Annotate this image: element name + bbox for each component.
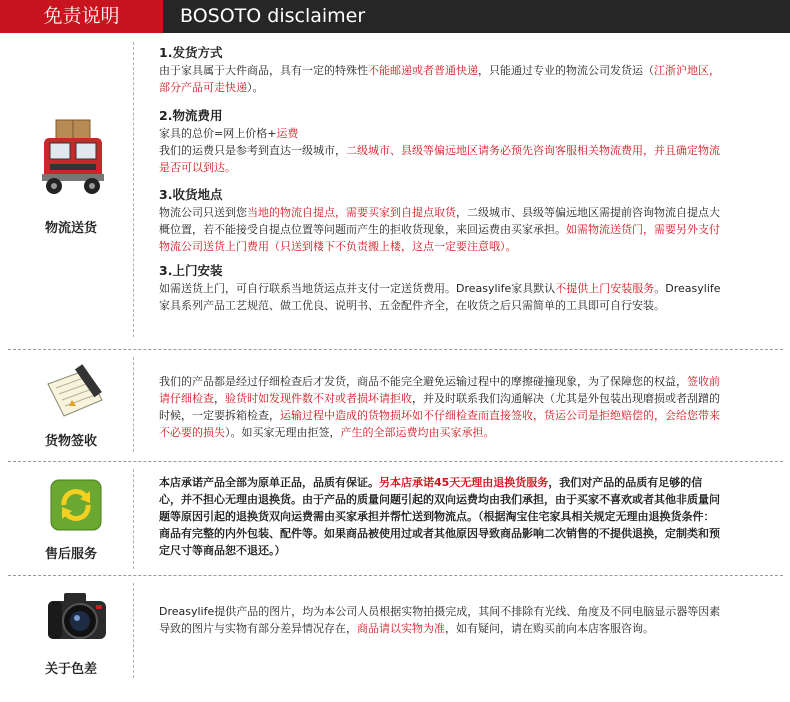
installation-heading: 3.上门安装 bbox=[159, 263, 223, 278]
camera-icon bbox=[46, 591, 108, 651]
logistics-content bbox=[159, 44, 724, 96]
shipping-method-heading: 1.发货方式 bbox=[159, 45, 223, 60]
delivery-location-text: 物流公司只送到您当地的物流自提点，需要买家到自提点取货，二级城市、县级等偏远地区需提前咨询物流自提点大概位置，若不能接受自提点位置等问题而产生的拒收货现象，来回运费由买家承担。如需物流送货门，需要另外支付物流公司送货上门费用（只送到楼下不负责搬上楼，这点一定要注意哦）。 bbox=[159, 206, 720, 253]
delivery-truck-icon bbox=[38, 118, 108, 204]
installation-text: 如需送货上门，可自行联系当地货运点并支付一定送货费用。Dreasylife家具默认不提供上门安装服务。Dreasylife家具系列产品工艺规范、做工优良、说明书、五金配件齐全，在收货之后只需简单的工具即可自行安装。 bbox=[159, 282, 721, 312]
section-divider bbox=[8, 461, 783, 462]
header-tab-label: 免责说明 bbox=[0, 0, 163, 33]
color-content bbox=[159, 603, 724, 637]
refresh-arrows-icon bbox=[50, 479, 102, 535]
column-divider bbox=[133, 42, 134, 337]
shipping-method-text: 由于家具属于大件商品，具有一定的特殊性不能邮递或者普通快递，只能通过专业的物流公司发货运（江浙沪地区，部分产品可走快递）。 bbox=[159, 64, 720, 94]
installation-block bbox=[159, 262, 724, 314]
section-label-aftersales: 售后服务 bbox=[44, 547, 97, 562]
notepad-pen-icon bbox=[44, 362, 106, 426]
color-text: Dreasylife提供产品的图片，均为本公司人员根据实物拍摄完成，其间不排除有光线、角度及不同电脑显示器等因素导致的图片与实物有部分差异情况存在，商品请以实物为准，如有疑问，请在购买前向本店客服咨询。 bbox=[159, 605, 721, 635]
section-label-logistics: 物流送货 bbox=[44, 221, 97, 236]
aftersales-text: 本店承诺产品全部为原单正品，品质有保证。另本店承诺45天无理由退换货服务，我们对产品的品质有足够的信心，并不担心无理由退换货。由于产品的质量问题引起的双向运费均由我们承担，由于买家不喜欢或者其他非质量问题等原因引起的退换货双向运费需由买家承担并帮忙送到物流点。（根据淘宝住宅家具相关规定无理由退换货条件：商品有完整的内外包装、配件等。如果商品被使用过或者其他原因导致商品影响二次销售的不提供退换，定制类和预定尺寸等商品恕不退还。） bbox=[159, 476, 720, 557]
delivery-location-block bbox=[159, 186, 724, 255]
signoff-content bbox=[159, 373, 724, 441]
column-divider bbox=[133, 357, 134, 452]
aftersales-content bbox=[159, 474, 724, 559]
logistics-fee-block bbox=[159, 107, 724, 176]
logistics-fee-heading: 2.物流费用 bbox=[159, 108, 223, 123]
signoff-text: 我们的产品都是经过仔细检查后才发货，商品不能完全避免运输过程中的摩擦碰撞现象，为了保障您的权益，签收前请仔细检查，验货时如发现件数不对或者损坏请拒收，并及时联系我们沟通解决（尤其是外包装出现磨损或者刮蹭的时候，一定要拆箱检查，运输过程中造成的货物损坏如不仔细检查而直接签收，货运公司是拒绝赔偿的，会给您带来不必要的损失）。如买家无理由拒签，产生的全部运费均由买家承担。 bbox=[159, 375, 720, 439]
logistics-fee-text-2: 我们的运费只是参考到直达一级城市，二级城市、县级等偏远地区请务必预先咨询客服相关物流费用，并且确定物流是否可以到达。 bbox=[159, 144, 720, 174]
section-divider bbox=[8, 349, 783, 350]
section-label-signoff: 货物签收 bbox=[44, 434, 97, 449]
header-title: BOSOTO disclaimer bbox=[180, 5, 366, 27]
delivery-location-heading: 3.收货地点 bbox=[159, 187, 223, 202]
logistics-fee-text-1: 家具的总价=网上价格+运费 bbox=[159, 127, 299, 140]
column-divider bbox=[133, 469, 134, 569]
section-label-color: 关于色差 bbox=[44, 662, 97, 677]
header-bar bbox=[0, 0, 790, 33]
section-divider bbox=[8, 575, 783, 576]
column-divider bbox=[133, 583, 134, 678]
